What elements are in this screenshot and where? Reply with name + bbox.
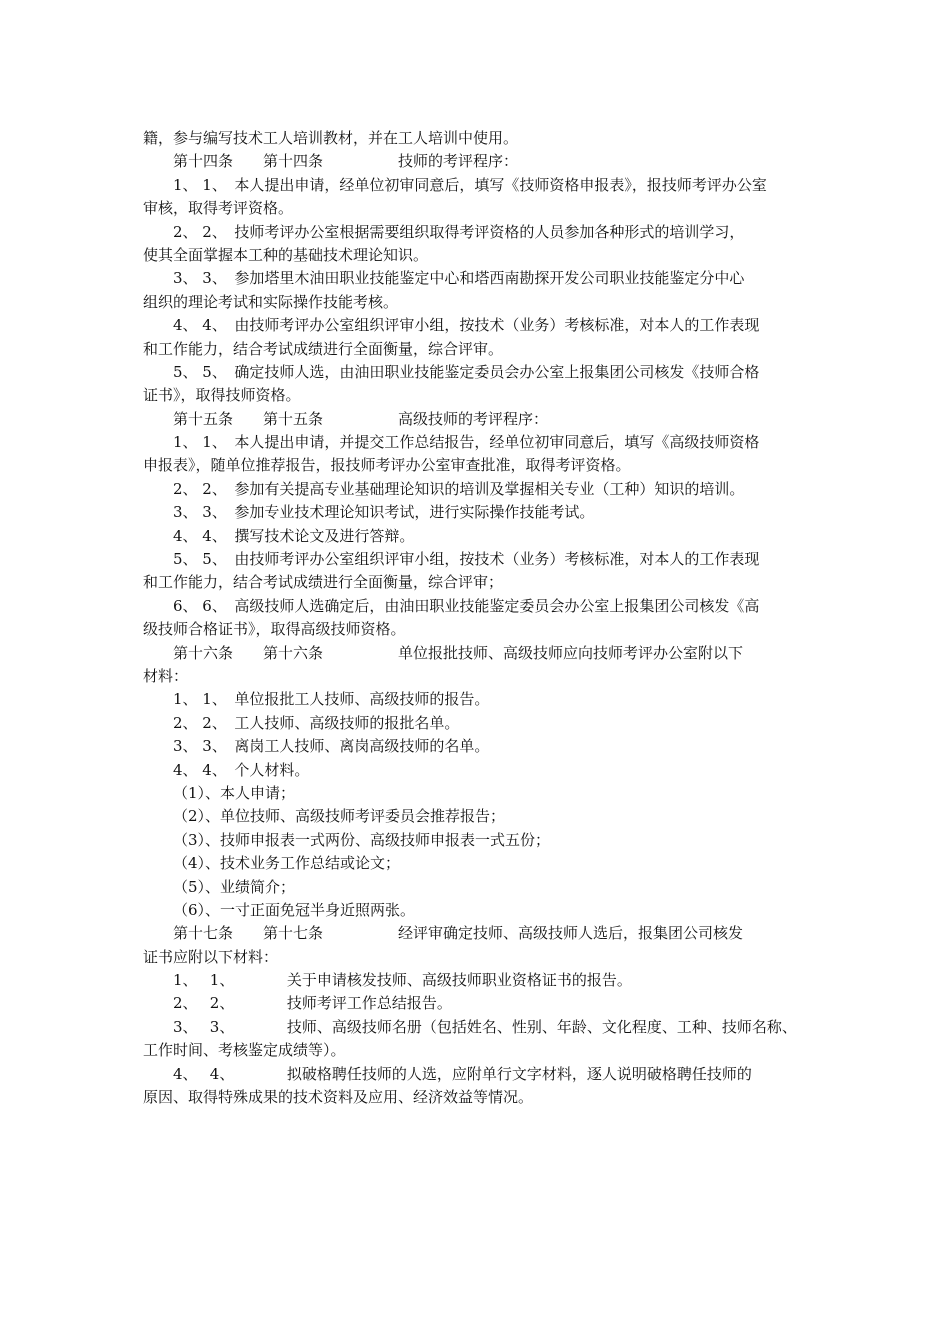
article-heading: 第十四条 第十四条 技师的考评程序： [173, 152, 519, 171]
sub-list-item: （5）、业绩简介； [173, 877, 296, 896]
list-item-line: 1、 1、 本人提出申请，经单位初审同意后，填写《技师资格申报表》，报技师考评办公室 [173, 175, 767, 194]
article-heading: 第十七条 第十七条 经评审确定技师、高级技师人选后，报集团公司核发 [173, 924, 744, 943]
list-item-line: 3、 3、 离岗工人技师、离岗高级技师的名单。 [173, 737, 490, 756]
list-item-line: 3、 3、 技师、高级技师名册（包括姓名、性别、年龄、文化程度、工种、技师名称、 [173, 1017, 797, 1036]
paragraph-line: 级技师合格证书》，取得高级技师资格。 [143, 620, 406, 639]
list-item-line: 5、 5、 确定技师人选，由油田职业技能鉴定委员会办公室上报集团公司核发《技师合格 [173, 362, 760, 381]
paragraph-line: 原因、取得特殊成果的技术资料及应用、经济效益等情况。 [143, 1088, 534, 1107]
list-item-line: 2、 2、 技师考评工作总结报告。 [173, 994, 452, 1013]
list-item-line: 2、 2、 工人技师、高级技师的报批名单。 [173, 713, 460, 732]
list-item-line: 4、 4、 由技师考评办公室组织评审小组，按技术（业务）考核标准，对本人的工作表现 [173, 316, 760, 335]
sub-list-item: （1）、本人申请； [173, 783, 296, 802]
list-item-line: 4、 4、 撰写技术论文及进行答辩。 [173, 526, 415, 545]
sub-list-item: （2）、单位技师、高级技师考评委员会推荐报告； [173, 807, 506, 826]
sub-list-item: （4）、技术业务工作总结或论文； [173, 854, 401, 873]
paragraph-line: 使其全面掌握本工种的基础技术理论知识。 [143, 245, 429, 264]
article-heading: 第十五条 第十五条 高级技师的考评程序： [173, 409, 549, 428]
list-item-line: 2、 2、 技师考评办公室根据需要组织取得考评资格的人员参加各种形式的培训学习， [173, 222, 745, 241]
paragraph-line: 和工作能力，结合考试成绩进行全面衡量，综合评审； [143, 573, 504, 592]
paragraph-line: 工作时间、考核鉴定成绩等）。 [143, 1041, 346, 1060]
paragraph-line: 籍，参与编写技术工人培训教材，并在工人培训中使用。 [143, 129, 519, 147]
paragraph-line: 证书应附以下材料： [143, 947, 279, 966]
document-body [143, 127, 813, 1109]
article-heading: 第十六条 第十六条 单位报批技师、高级技师应向技师考评办公室附以下 [173, 643, 744, 662]
paragraph-line: 申报表》，随单位推荐报告，报技师考评办公室审查批准，取得考评资格。 [143, 456, 631, 475]
paragraph-line: 和工作能力，结合考试成绩进行全面衡量，综合评审。 [143, 339, 504, 358]
list-item-line: 1、 1、 本人提出申请，并提交工作总结报告，经单位初审同意后，填写《高级技师资格 [173, 433, 760, 452]
sub-list-item: （6）、一寸正面免冠半身近照两张。 [173, 900, 416, 919]
list-item-line: 1、 1、 关于申请核发技师、高级技师职业资格证书的报告。 [173, 971, 632, 990]
list-item-line: 3、 3、 参加专业技术理论知识考试，进行实际操作技能考试。 [173, 503, 595, 522]
paragraph-line: 证书》，取得技师资格。 [143, 386, 301, 405]
list-item-line: 4、 4、 个人材料。 [173, 760, 310, 779]
list-item-line: 5、 5、 由技师考评办公室组织评审小组，按技术（业务）考核标准，对本人的工作表现 [173, 550, 760, 569]
paragraph-line: 材料： [143, 666, 189, 685]
list-item-line: 4、 4、 拟破格聘任技师的人选，应附单行文字材料，逐人说明破格聘任技师的 [173, 1064, 752, 1083]
list-item-line: 2、 2、 参加有关提高专业基础理论知识的培训及掌握相关专业（工种）知识的培训。 [173, 479, 745, 498]
list-item-line: 1、 1、 单位报批工人技师、高级技师的报告。 [173, 690, 490, 709]
paragraph-line: 组织的理论考试和实际操作技能考核。 [143, 292, 399, 311]
list-item-line: 3、 3、 参加塔里木油田职业技能鉴定中心和塔西南勘探开发公司职业技能鉴定分中心 [173, 269, 745, 288]
list-item-line: 6、 6、 高级技师人选确定后，由油田职业技能鉴定委员会办公室上报集团公司核发《高 [173, 596, 760, 615]
sub-list-item: （3）、技师申报表一式两份、高级技师申报表一式五份； [173, 830, 551, 849]
paragraph-line: 审核，取得考评资格。 [143, 199, 294, 218]
